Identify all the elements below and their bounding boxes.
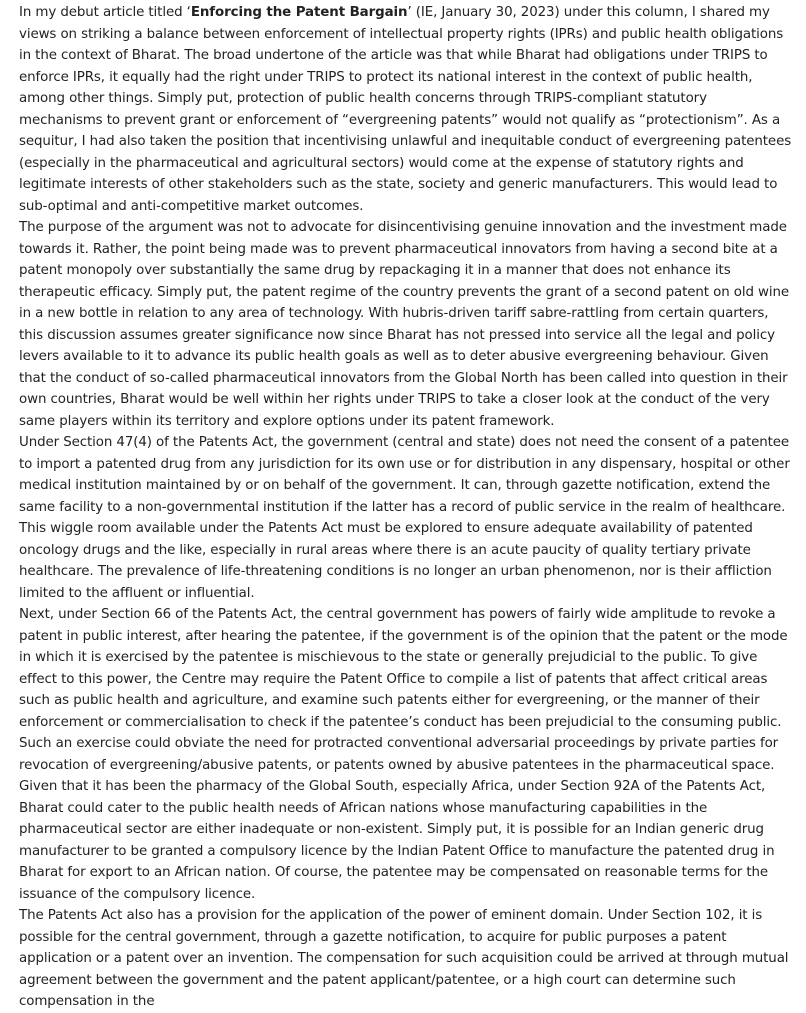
- paragraph-1: [19, 2, 793, 217]
- paragraph-1-lead: In my debut article titled ‘: [19, 5, 191, 20]
- article-body: [19, 2, 793, 1013]
- paragraph-5: Given that it has been the pharmacy of the Global South, especially Africa, under Section 92A of the Patents Act, Bharat could cater to the public health needs of African nations whose manufacturing capabilities in the pharmaceutical sector are either inadequate or non-existent. Simply put, it is possible for an Indian generic drug manufacturer to be granted a compulsory licence by the Indian Patent Office to manufacture the patented drug in Bharat for export to an African nation. Of course, the patentee may be compensated on reasonable terms for the issuance of the compulsory licence.: [19, 779, 775, 902]
- paragraph-3: Under Section 47(4) of the Patents Act, the government (central and state) does not need the consent of a patentee to import a patented drug from any jurisdiction for its own use or for distribution in any dispensary, hospital or other medical institution maintained by or on behalf of the government. It can, through gazette notification, extend the same facility to a non-governmental institution if the latter has a record of public service in the realm of healthcare. This wiggle room available under the Patents Act must be explored to ensure adequate availability of patented oncology drugs and the like, especially in rural areas where there is an acute paucity of quality tertiary private healthcare. The prevalence of life-threatening conditions is no longer an urban phenomenon, nor is their affliction limited to the affluent or influential.: [19, 435, 790, 601]
- paragraph-2: The purpose of the argument was not to advocate for disincentivising genuine innovation and the investment made towards it. Rather, the point being made was to prevent pharmaceutical innovators from having a second bite at a patent monopoly over substantially the same drug by repackaging it in a manner that does not enhance its therapeutic efficacy. Simply put, the patent regime of the country prevents the grant of a second patent on old wine in a new bottle in relation to any area of technology. With hubris-driven tariff sabre-rattling from certain quarters, this discussion assumes greater significance now since Bharat has not pressed into service all the legal and policy levers available to it to advance its public health goals as well as to deter abusive evergreening behaviour. Given that the conduct of so-called pharmaceutical innovators from the Global North has been called into question in their own countries, Bharat would be well within her rights under TRIPS to take a closer look at the conduct of the very same players within its territory and explore options under its patent framework.: [19, 220, 789, 429]
- article-title-reference: Enforcing the Patent Bargain: [190, 5, 408, 20]
- paragraph-1-rest: ’ (IE, January 30, 2023) under this column, I shared my views on striking a balance between enforcement of intellectual property rights (IPRs) and public health obligations in the context of Bharat. The broad undertone of the article was that while Bharat had obligations under TRIPS to enforce IPRs, it equally had the right under TRIPS to protect its national interest in the context of public health, among other things. Simply put, protection of public health concerns through TRIPS-compliant statutory mechanisms to prevent grant or enforcement of “evergreening patents” would not qualify as “protectionism”. As a sequitur, I had also taken the position that incentivising unlawful and inequitable conduct of evergreening patentees (especially in the pharmaceutical and agricultural sectors) would come at the expense of statutory rights and legitimate interests of other stakeholders such as the state, society and generic manufacturers. This would lead to sub-optimal and anti-competitive market outcomes.: [19, 5, 792, 214]
- paragraph-4: Next, under Section 66 of the Patents Act, the central government has powers of fairly wide amplitude to revoke a patent in public interest, after hearing the patentee, if the government is of the opinion that the patent or the mode in which it is exercised by the patentee is mischievous to the state or generally prejudicial to the public. To give effect to this power, the Centre may require the Patent Office to compile a list of patents that affect critical areas such as public health and agriculture, and examine such patents either for evergreening, or the manner of their enforcement or commercialisation to check if the patentee’s conduct has been prejudicial to the consuming public. Such an exercise could obviate the need for protracted conventional adversarial proceedings by private parties for revocation of evergreening/abusive patents, or patents owned by abusive patentees in the pharmaceutical space.: [19, 607, 788, 773]
- paragraph-6: The Patents Act also has a provision for the application of the power of eminent domain. Under Section 102, it is possible for the central government, through a gazette notification, to acquire for public purposes a patent application or a patent over an invention. The compensation for such acquisition could be arrived at through mutual agreement between the government and the patent applicant/patentee, or a high court can determine such compensation in the: [19, 908, 789, 1009]
